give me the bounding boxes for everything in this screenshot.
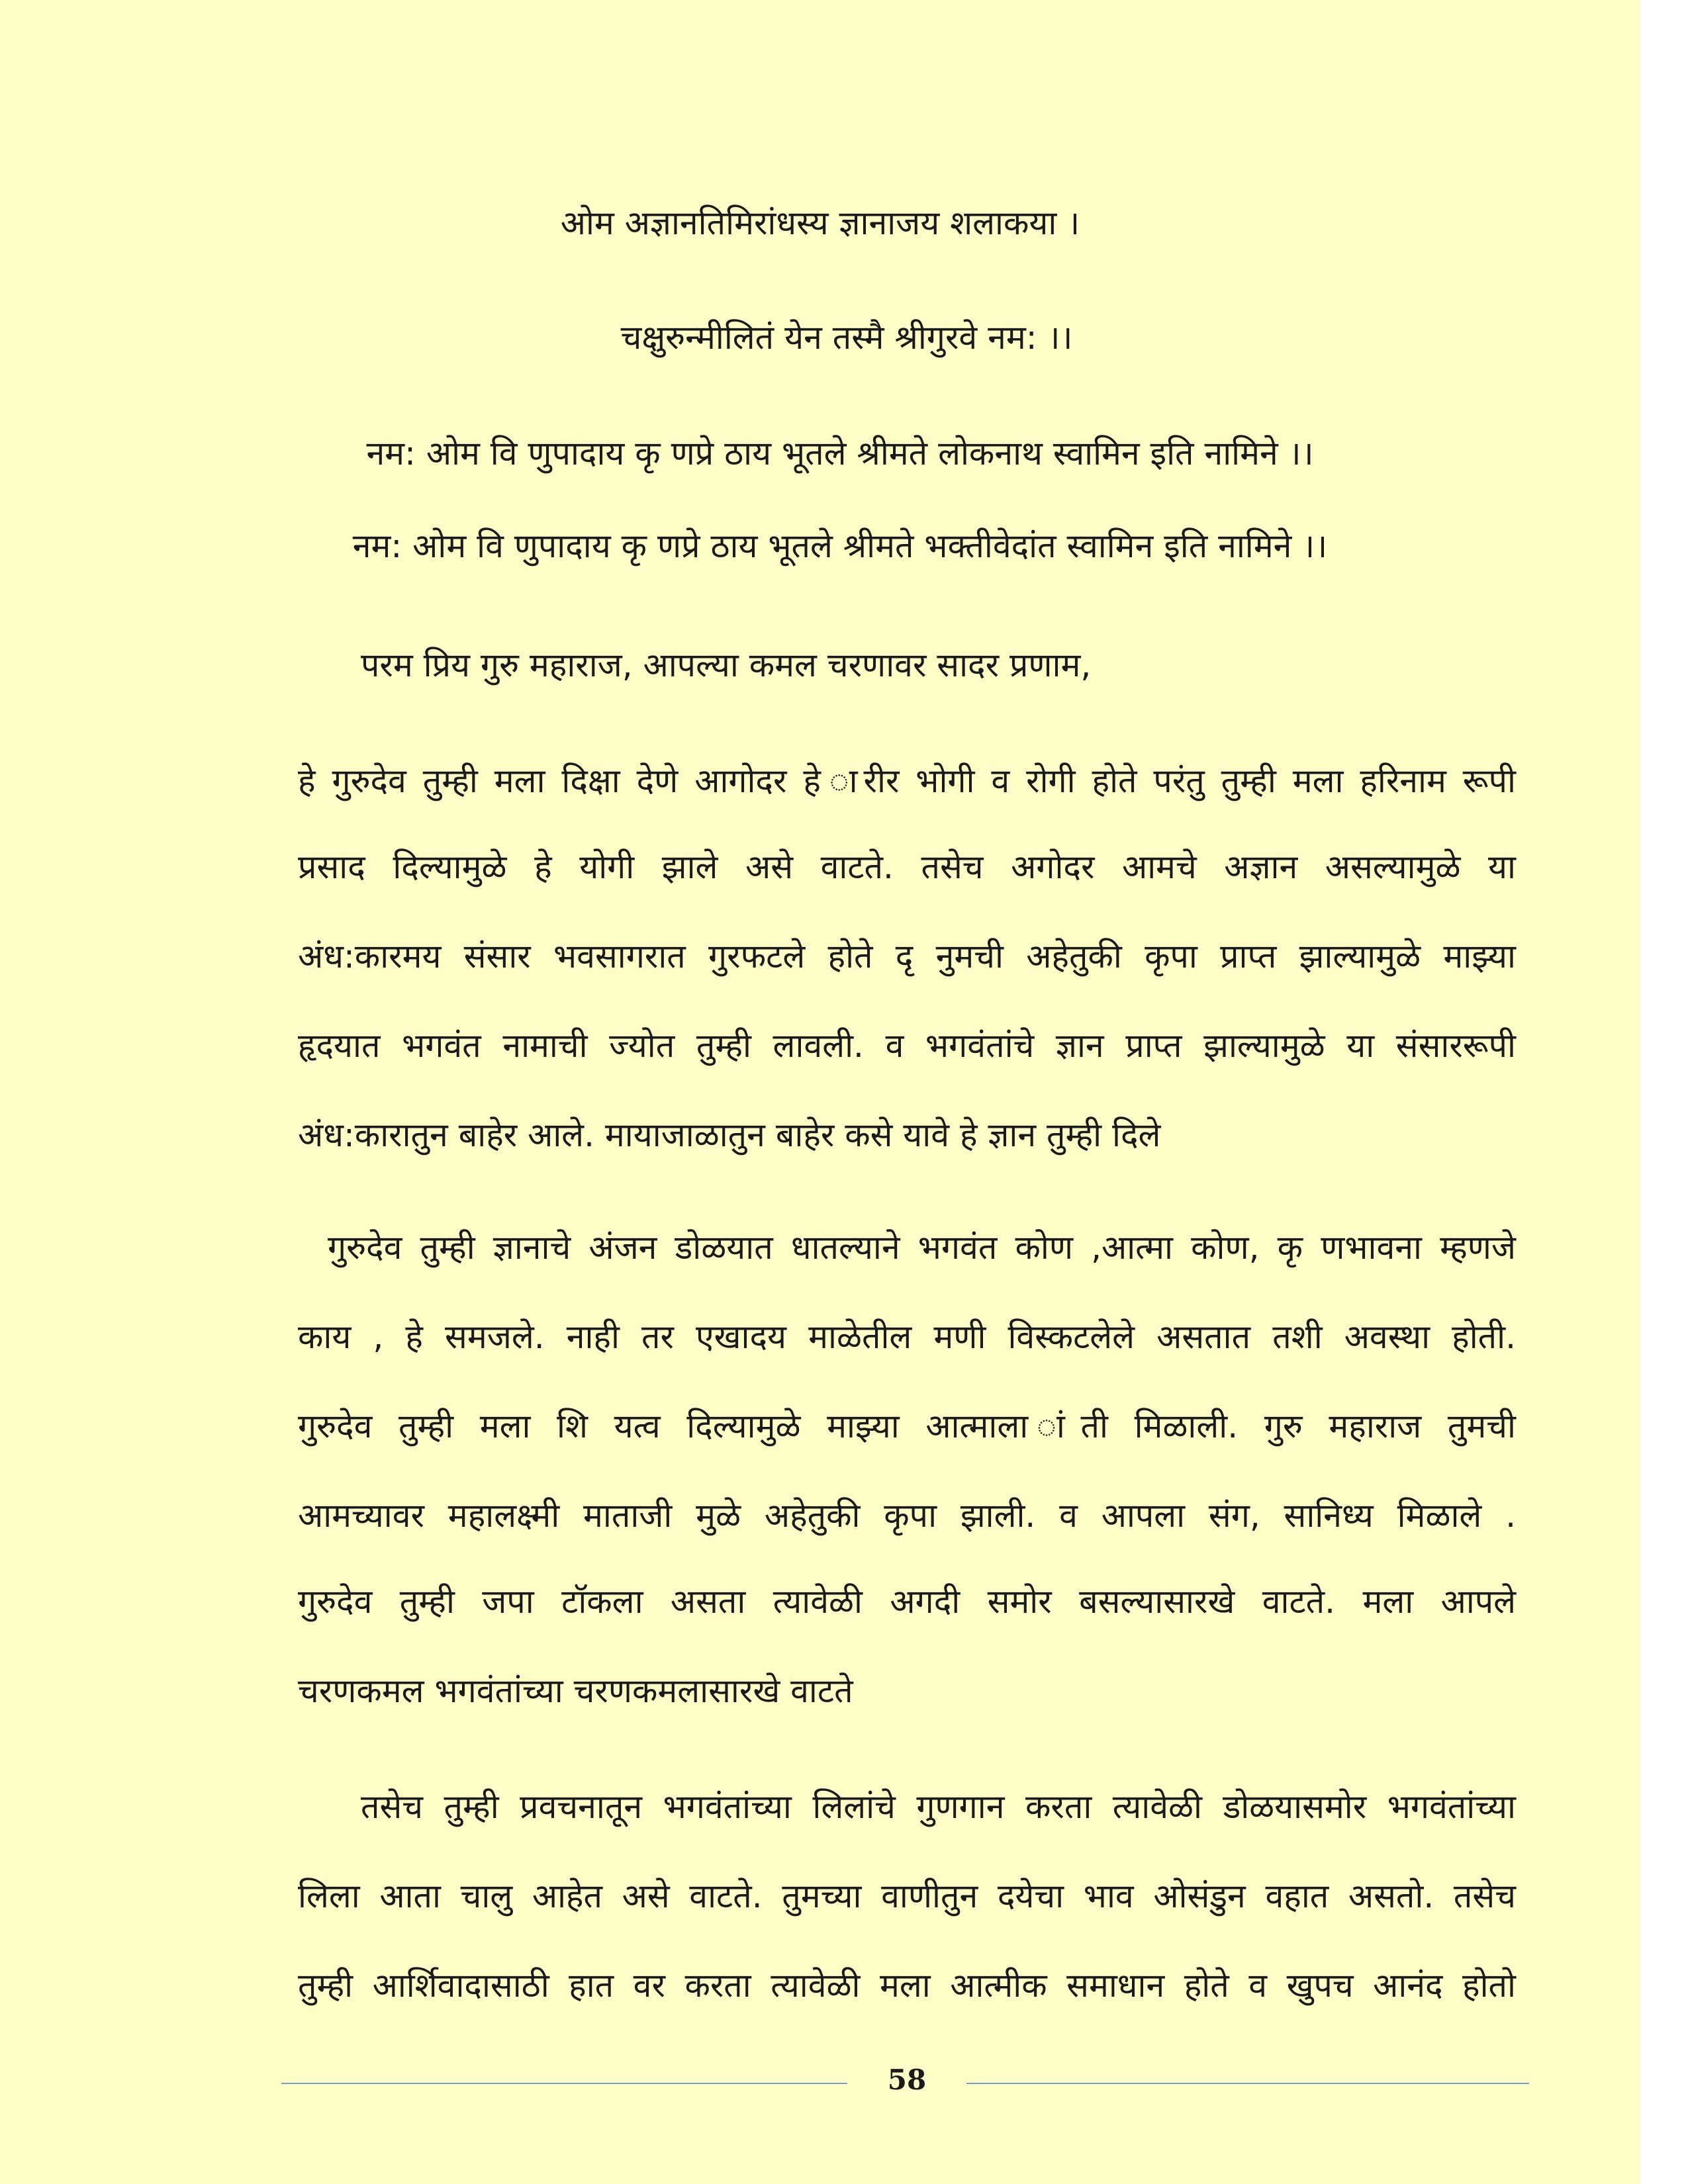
paragraph-3-line: लिला आता चालु आहेत असे वाटते. तुमच्या वाणीतुन दयेचा भाव ओसंडुन वहात असतो. तसेच (298, 1877, 1516, 1915)
paragraph-2-line: गुरुदेव तुम्ही ज्ञानाचे अंजन डोळयात धातल्याने भगवंत कोण ,आत्मा कोण, कृ णभावना म्हणजे (328, 1228, 1516, 1267)
paragraph-1-line: अंध:कारातुन बाहेर आले. मायाजाळातुन बाहेर कसे यावे हे ज्ञान तुम्ही दिले (298, 1116, 1161, 1154)
paragraph-2-line: चरणकमल भगवंतांच्या चरणकमलासारखे वाटते (298, 1672, 853, 1710)
verse-line-3: नम: ओम वि णुपादाय कृ णप्रे ठाय भूतले श्रीमते लोकनाथ स्वामिन इति नामिने ।। (366, 434, 1314, 473)
paragraph-2-line: आमच्यावर महालक्ष्मी माताजी मुळे अहेतुकी कृपा झाली. व आपला संग, सानिध्य मिळाले . (298, 1496, 1516, 1535)
paragraph-3-line: तुम्ही आर्शिवादासाठी हात वर करता त्यावेळी मला आत्मीक समाधान होते व खुपच आनंद होतो (298, 1966, 1516, 2005)
paragraph-3-line: तसेच तुम्ही प्रवचनातून भगवंतांच्या लिलांचे गुणगान करता त्यावेळी डोळयासमोर भगवंतांच्या (361, 1788, 1516, 1826)
paragraph-1-line: अंध:कारमय संसार भवसागरात गुरफटले होते दृ नुमची अहेतुकी कृपा प्राप्त झाल्यामुळे माझ्या (298, 937, 1516, 976)
paragraph-1-line: हृदयात भगवंत नामाची ज्योत तुम्ही लावली. व भगवंतांचे ज्ञान प्राप्त झाल्यामुळे या संसाररूपी (298, 1026, 1516, 1065)
greeting-line: परम प्रिय गुरु महाराज, आपल्या कमल चरणावर सादर प्रणाम, (361, 646, 1092, 684)
verse-line-2: चक्षुरुन्मीलितं येन तस्मै श्रीगुरवे नम: ।। (620, 318, 1073, 357)
verse-line-1: ओम अज्ञानतिमिरांधस्य ज्ञानाजय शलाकया । (560, 204, 1080, 242)
paragraph-1-line: हे गुरुदेव तुम्ही मला दिक्षा देणे आगोदर हे ारीर भोगी व रोगी होते परंतु तुम्ही मला हरिनाम रूपी (298, 762, 1516, 800)
page-number: 58 (887, 2064, 927, 2096)
footer-rule-left (281, 2083, 847, 2084)
paragraph-2-line: गुरुदेव तुम्ही जपा टॉकला असता त्यावेळी अगदी समोर बसल्यासारखे वाटते. मला आपले (298, 1582, 1516, 1621)
verse-line-4: नम: ओम वि णुपादाय कृ णप्रे ठाय भूतले श्रीमते भक्तीवेदांत स्वामिन इति नामिने ।। (352, 527, 1328, 565)
paragraph-1-line: प्रसाद दिल्यामुळे हे योगी झाले असे वाटते. तसेच अगोदर आमचे अज्ञान असल्यामुळे या (298, 848, 1516, 886)
footer-rule-right (966, 2083, 1529, 2084)
paragraph-2-line: काय , हे समजले. नाही तर एखादय माळेतील मणी विस्कटलेले असतात तशी अवस्था होती. (298, 1318, 1516, 1356)
page-margin (1640, 0, 1688, 2184)
paragraph-2-line: गुरुदेव तुम्ही मला शि यत्व दिल्यामुळे माझ्या आत्माला ांती मिळाली. गुरु महाराज तुमची (298, 1407, 1516, 1445)
